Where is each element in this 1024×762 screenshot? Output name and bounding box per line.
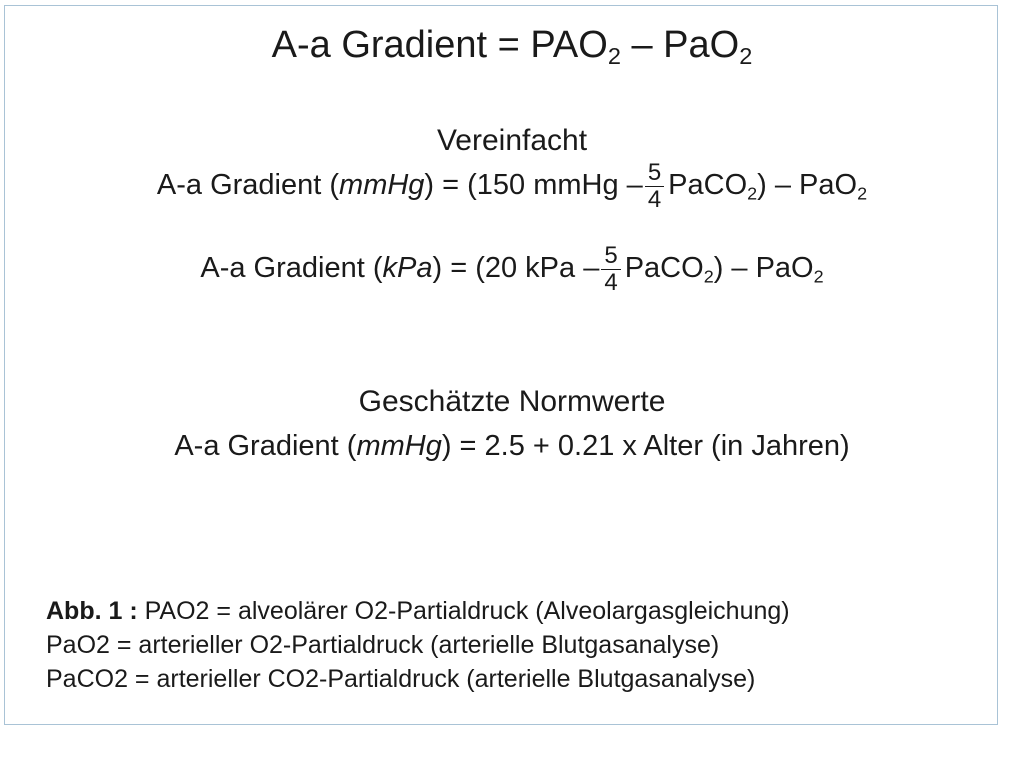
main-formula: A-a Gradient = $PAO_2 - PaO_2$ xyxy=(271,24,753,70)
caption-line-2: PaO2 = arterieller O2-Partialdruck (arterielle Blutgasanalyse) xyxy=(46,631,720,659)
fraction-5-4: $\frac{5}{4}$ xyxy=(601,243,620,296)
figure-caption xyxy=(46,594,790,696)
formula-norms: A-a Gradient (mmHg) = 2.5 + 0.21 x Alter (in Jahren) xyxy=(174,430,850,462)
caption-line-3: PaCO2 = arterieller CO2-Partialdruck (arterielle Blutgasanalyse) xyxy=(46,665,756,693)
caption-line-1: Abb. 1 : PAO2 = alveolärer O2-Partialdruck (Alveolargasgleichung) xyxy=(46,597,790,625)
norms-heading: Geschätzte Normwerte xyxy=(358,385,666,418)
formula-mmhg: A-a Gradient (mmHg) = (150 mmHg – $\frac{5}{4}$ PaCO$_2$) – PaO$_2$ xyxy=(156,159,868,213)
fraction-5-4: $\frac{5}{4}$ xyxy=(645,160,664,213)
simplified-heading: Vereinfacht xyxy=(436,124,588,157)
formula-kpa: A-a Gradient (kPa) = (20 kPa – $\frac{5}{4}$ PaCO$_2$) – PaO$_2$ xyxy=(200,242,824,296)
